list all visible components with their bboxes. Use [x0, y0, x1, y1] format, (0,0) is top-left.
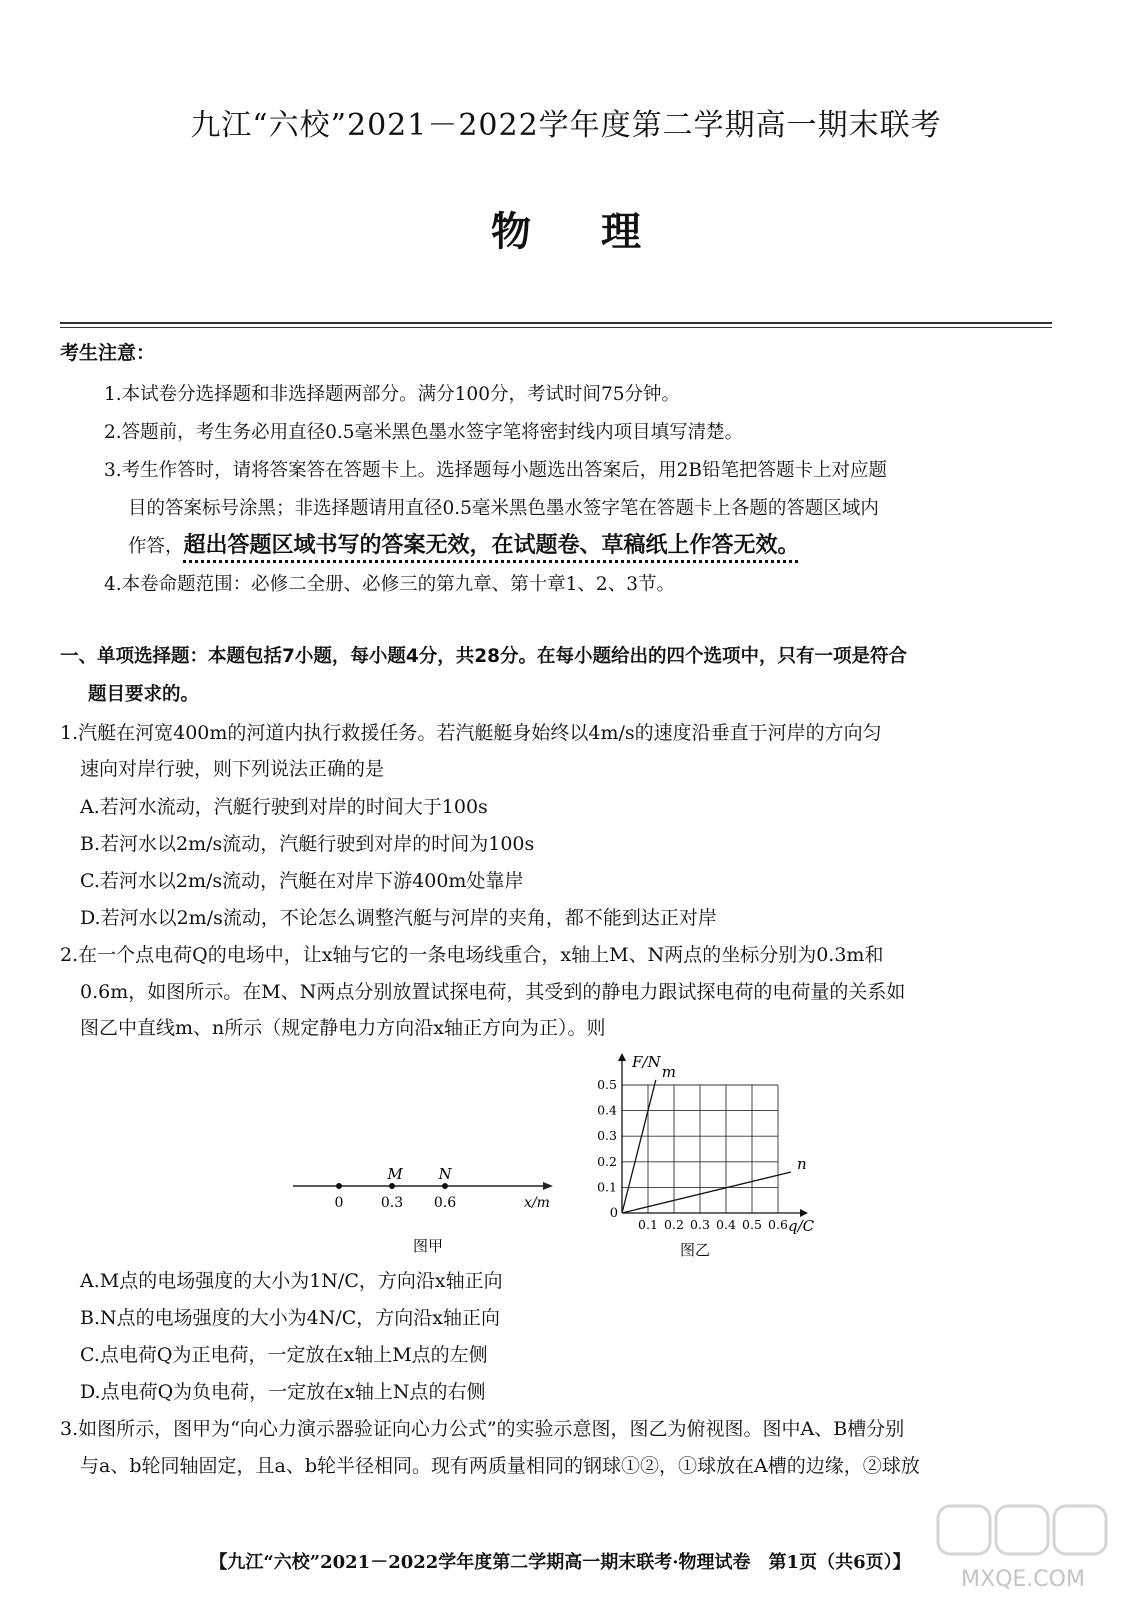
q2-option-c: C.点电荷Q为正电荷，一定放在x轴上M点的左侧: [80, 1344, 488, 1366]
y-tick-label: 0.1: [597, 1179, 617, 1195]
y-axis-arrow: [618, 1053, 626, 1061]
q3-stem-cont: 与a、b轮同轴固定，且a、b轮半径相同。现有两质量相同的钢球①②，①球放在A槽的边缘，②球放: [80, 1455, 920, 1477]
series-label-n: n: [797, 1155, 807, 1174]
section-heading: 一、单项选择题：本题包括7小题，每小题4分，共28分。在每小题给出的四个选项中，只有一项是符合: [60, 646, 907, 667]
q2-stem-cont: 图乙中直线m、n所示（规定静电力方向沿x轴正方向为正）。则: [80, 1017, 606, 1039]
q1-stem-cont: 速向对岸行驶，则下列说法正确的是: [80, 758, 385, 780]
divider: [60, 322, 1052, 324]
figure-caption: 图乙: [679, 1241, 711, 1259]
notice-emphasis: 超出答题区域书写的答案无效，在试题卷、草稿纸上作答无效。: [183, 533, 800, 558]
chart-axes: [618, 1053, 808, 1217]
series-line-m: [622, 1080, 656, 1213]
point-m: [389, 1183, 395, 1189]
series-line-n: [622, 1172, 791, 1213]
y-tick-label: 0.5: [597, 1077, 617, 1092]
y-axis-label: F/N: [632, 1053, 661, 1071]
tick-label: 0.3: [380, 1195, 404, 1211]
q1-option-b: B.若河水以2m/s流动，汽艇行驶到对岸的时间为100s: [80, 833, 535, 855]
point-n: [442, 1183, 448, 1189]
page-footer: 【九江“六校”2021－2022学年度第二学期高一期末联考·物理试卷 第1页（共6页）】: [209, 1552, 911, 1573]
label-m: M: [387, 1165, 403, 1183]
tick-label: 0.6: [433, 1195, 457, 1211]
y-tick-label: 0.3: [597, 1128, 617, 1144]
notice-item: 4.本卷命题范围：必修二全册、必修三的第九章、第十章1、2、3节。: [104, 574, 675, 595]
axis-arrow: [543, 1182, 553, 1190]
q2-option-a: A.M点的电场强度的大小为1N/C，方向沿x轴正向: [80, 1270, 503, 1292]
figure-b-chart: [585, 1045, 835, 1260]
origin-point: [336, 1183, 342, 1189]
notice-item: 3.考生作答时，请将答案答在答题卡上。选择题每小题选出答案后，用2B铅笔把答题卡上对应题: [104, 460, 888, 481]
notice-item: 作答，: [128, 536, 184, 557]
figure-a: [285, 1155, 565, 1265]
watermark-logo: [928, 1500, 1118, 1596]
q1-option-d: D.若河水以2m/s流动，不论怎么调整汽艇与河岸的夹角，都不能到达正对岸: [80, 907, 717, 929]
q2-stem: 2.在一个点电荷Q的电场中，让x轴与它的一条电场线重合，x轴上M、N两点的坐标分别为0.3m和: [60, 944, 884, 966]
x-axis-label: q/C: [788, 1217, 815, 1235]
notice-item-line: [128, 528, 800, 559]
q1-option-a: A.若河水流动，汽艇行驶到对岸的时间大于100s: [80, 796, 488, 818]
q2-option-d: D.点电荷Q为负电荷，一定放在x轴上N点的右侧: [80, 1381, 486, 1403]
x-tick-label: 0.6: [768, 1217, 788, 1232]
figure-caption: 图甲: [412, 1237, 444, 1255]
y-tick-label: 0.2: [597, 1153, 617, 1169]
x-tick-label: 0.2: [664, 1217, 684, 1232]
notice-item: 1.本试卷分选择题和非选择题两部分。满分100分，考试时间75分钟。: [104, 384, 681, 405]
series-label-m: m: [661, 1062, 677, 1081]
svg-text:MXQE.COM: MXQE.COM: [961, 1567, 1085, 1592]
y-tick-label: 0.4: [597, 1102, 617, 1118]
q1-option-c: C.若河水以2m/s流动，汽艇在对岸下游400m处靠岸: [80, 870, 524, 892]
x-tick-label: 0.4: [716, 1217, 736, 1232]
x-tick-label: 0.5: [742, 1217, 762, 1232]
x-tick-label: 0.1: [638, 1217, 658, 1232]
q2-stem-cont: 0.6m，如图所示。在M、N两点分别放置试探电荷，其受到的静电力跟试探电荷的电荷量的关系如: [80, 981, 906, 1003]
origin-label: 0: [609, 1206, 618, 1221]
notice-item: 目的答案标号涂黑；非选择题请用直径0.5毫米黑色墨水签字笔在答题卡上各题的答题区域内: [128, 498, 879, 519]
x-tick-label: 0.3: [690, 1217, 710, 1232]
chart-ticks: [597, 1077, 788, 1232]
q1-stem: 1.汽艇在河宽400m的河道内执行救援任务。若汽艇艇身始终以4m/s的速度沿垂直于河岸的方向匀: [60, 722, 882, 744]
divider: [60, 327, 1052, 328]
tick-label: 0: [334, 1195, 344, 1211]
section-heading-cont: 题目要求的。: [88, 684, 200, 705]
q2-option-b: B.N点的电场强度的大小为4N/C，方向沿x轴正向: [80, 1307, 500, 1329]
notice-title: 考生注意：: [60, 342, 156, 364]
subject-title: 物理: [491, 209, 711, 255]
q3-stem: 3.如图所示，图甲为“向心力演示器验证向心力公式”的实验示意图，图乙为俯视图。图中A、B槽分别: [60, 1418, 905, 1440]
label-n: N: [438, 1165, 452, 1183]
x-axis-arrow: [800, 1209, 808, 1217]
exam-title: 九江“六校”2021－2022学年度第二学期高一期末联考: [190, 108, 942, 143]
axis-label: x/m: [524, 1195, 550, 1211]
notice-item: 2.答题前，考生务必用直径0.5毫米黑色墨水签字笔将密封线内项目填写清楚。: [104, 422, 744, 443]
